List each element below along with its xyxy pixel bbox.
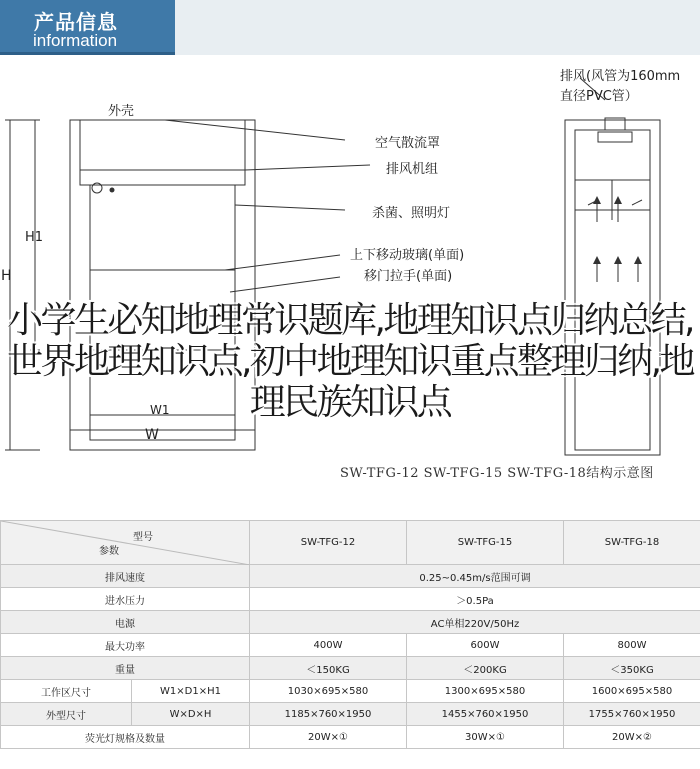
label-air-cover: 空气散流罩 <box>375 136 441 151</box>
param-sublabel: W1×D1×H1 <box>132 680 250 703</box>
dimension-w1: W1 <box>150 403 170 417</box>
param-label: 最大功率 <box>1 634 250 657</box>
shared-value: 0.25~0.45m/s范围可调 <box>250 565 700 588</box>
label-exhaust-pipe: 排风(风管为160mm <box>560 69 681 84</box>
diagonal-line <box>1 521 250 565</box>
table-row <box>1 680 700 703</box>
param-label: 外型尺寸 <box>1 703 132 726</box>
dimension-h1: H1 <box>25 230 44 245</box>
label-outer-shell: 外壳 <box>108 104 135 119</box>
table-row <box>1 565 700 588</box>
drawing-caption: SW-TFG-12 SW-TFG-15 SW-TFG-18结构示意图 <box>340 466 654 481</box>
cell-value: 600W <box>407 634 564 657</box>
cell-value: 1455×760×1950 <box>407 703 564 726</box>
param-sublabel: W×D×H <box>132 703 250 726</box>
structure-drawing <box>0 60 700 490</box>
cell-value: 400W <box>250 634 407 657</box>
table-row <box>1 588 700 611</box>
model-header: SW-TFG-12 <box>250 521 407 565</box>
cell-value: 1300×695×580 <box>407 680 564 703</box>
section-title-cn: 产品信息 <box>34 10 118 34</box>
header-param-label: 参数 <box>99 546 119 557</box>
table-row <box>1 634 700 657</box>
dimension-h: H <box>1 268 12 284</box>
cell-value: ＜150KG <box>250 657 407 680</box>
section-tab <box>0 0 175 55</box>
cell-value: 20W×② <box>564 726 700 749</box>
table-row <box>1 657 700 680</box>
param-label: 重量 <box>1 657 250 680</box>
table-header-row <box>1 521 700 565</box>
label-glass-door: 上下移动玻璃(单面) <box>350 248 465 263</box>
cell-value: 1600×695×580 <box>564 680 700 703</box>
param-label: 进水压力 <box>1 588 250 611</box>
header-diagonal-cell <box>1 521 250 565</box>
param-label: 荧光灯规格及数量 <box>1 726 250 749</box>
param-label: 排风速度 <box>1 565 250 588</box>
section-title-en: information <box>33 31 118 50</box>
cell-value: ＜350KG <box>564 657 700 680</box>
cell-value: 1185×760×1950 <box>250 703 407 726</box>
cell-value: 1755×760×1950 <box>564 703 700 726</box>
overlay-title: 小学生必知地理常识题库,地理知识点归纳总结,世界地理知识点,初中地理知识重点整理归纳,地理民族知识点 <box>7 300 693 423</box>
shared-value: AC单相220V/50Hz <box>250 611 700 634</box>
model-header: SW-TFG-15 <box>407 521 564 565</box>
cell-value: 20W×① <box>250 726 407 749</box>
param-label: 工作区尺寸 <box>1 680 132 703</box>
cell-value: 800W <box>564 634 700 657</box>
header-banner <box>0 0 700 55</box>
spec-table <box>0 520 700 749</box>
label-pvc-pipe: 直径PVC管） <box>560 89 638 104</box>
cell-value: 1030×695×580 <box>250 680 407 703</box>
header-model-label: 型号 <box>133 532 153 543</box>
param-label: 电源 <box>1 611 250 634</box>
table-row <box>1 611 700 634</box>
cell-value: ＜200KG <box>407 657 564 680</box>
table-row <box>1 726 700 749</box>
drawing-lines <box>0 60 700 490</box>
shared-value: ＞0.5Pa <box>250 588 700 611</box>
label-door-handle: 移门拉手(单面) <box>364 269 453 284</box>
cell-value: 30W×① <box>407 726 564 749</box>
dimension-w: W <box>145 427 159 443</box>
table-row <box>1 703 700 726</box>
label-fan-unit: 排风机组 <box>386 162 439 177</box>
model-header: SW-TFG-18 <box>564 521 700 565</box>
label-uv-lamp: 杀菌、照明灯 <box>372 206 451 221</box>
